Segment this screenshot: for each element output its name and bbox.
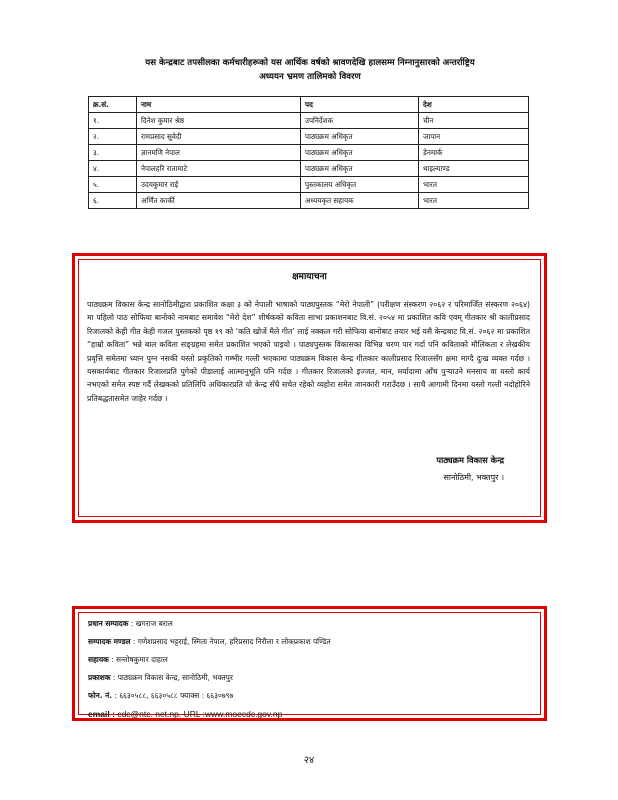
intro-heading — [60, 56, 560, 84]
cell-name: नेपालहरि रातामाटे — [137, 161, 301, 177]
cell-post: उपनिर्देशक — [301, 113, 419, 129]
cell-country: थाइल्याण्ड — [419, 161, 529, 177]
notice-title: क्षमायाचना — [292, 272, 327, 282]
cell-name: अर्णित कार्की — [137, 193, 301, 209]
editorial-board-value: : गणेशप्रसाद भट्टराई, स्मिता नेपाल, हरिप्रसाद निरौला र लोकप्रकाश पण्डित — [132, 637, 331, 646]
cell-country: चीन — [419, 113, 529, 129]
publisher-value: : पाठ्यक्रम विकास केन्द्र, सानोठिमी, भक्तपुर — [112, 673, 233, 682]
cell-serial: १. — [89, 113, 137, 129]
apology-notice-box — [72, 253, 547, 523]
staff-training-table — [88, 96, 529, 209]
editorial-board-line — [88, 633, 534, 651]
phone-line — [88, 687, 534, 705]
cell-country: भारत — [419, 177, 529, 193]
table-header-row — [89, 97, 529, 113]
chief-editor-line — [88, 615, 534, 633]
chief-editor-label: प्रधान सम्पादक — [88, 619, 129, 628]
publisher-line — [88, 669, 534, 687]
cell-serial: ४. — [89, 161, 137, 177]
page-number: २४ — [303, 755, 315, 766]
cell-name: ज्ञानमणि नेपाल — [137, 145, 301, 161]
cell-country: भारत — [419, 193, 529, 209]
table-row — [89, 177, 529, 193]
editorial-board-label: सम्पादक मण्डल — [88, 637, 131, 646]
table-row — [89, 113, 529, 129]
assistant-value: : सन्तोषकुमार दाहाल — [111, 655, 168, 664]
header-name: नाम — [137, 97, 301, 113]
email-value: cdc@ntc. net.np. URL :www.moecdc.gov.np — [117, 709, 283, 719]
cell-post: पाठ्यक्रम अधिकृत — [301, 129, 419, 145]
apology-notice-inner-border — [78, 259, 541, 517]
table-row — [89, 129, 529, 145]
cell-serial: ६. — [89, 193, 137, 209]
notice-signature-address: सानोठिमी, भक्तपुर । — [443, 473, 504, 482]
header-serial: क्र.सं. — [89, 97, 137, 113]
intro-line-2: अध्ययन भ्रमण तालिमको विवरण — [259, 72, 361, 82]
intro-line-1: यस केन्द्रबाट तपसीलका कर्मचारीहरूको यस आर्थिक वर्षको श्रावणदेखि हालसम्म निम्नानुसारको अन्तर्राष्ट्रिय — [145, 58, 475, 68]
table-row — [89, 161, 529, 177]
email-label: email : — [88, 709, 115, 719]
assistant-line — [88, 651, 534, 669]
phone-value: : ६६३०५८८, ६६३०५८८ फ्याक्स : ६६३०७९७ — [114, 691, 234, 700]
cell-post: अध्ययकृत सहायक — [301, 193, 419, 209]
chief-editor-value: : खगराज बराल — [130, 619, 173, 628]
table-row — [89, 193, 529, 209]
cell-serial: ३. — [89, 145, 137, 161]
notice-body: पाठ्यक्रम विकास केन्द्र सानोठिमीद्वारा प्रकाशित कक्षा ३ को नेपाली भाषाको पाठ्यपुस्तक “मेरो नेपाली” (परीक्षण संस्करण २०६२ र परिमार्जित संस्करण २०६४) मा पहिलो पाठ सोफिया बानोको नामबाट समावेश “मेरो देश” शीर्षकको कविता साभा प्रकाशनबाट वि.सं. २०५४ मा प्रकाशित कवि एवम् गीतकार श्री कालीप्रसाद रिजालको केही गीत केही गजल पुस्तकको पृष्ठ १९ को ‘कति खोजें मैले गीत’ लाई नक्कल गरी सोफिया बानोबाट तयार भई यसै केन्द्रबाट वि.सं. २०६२ मा प्रकाशित “हाम्रो कविता” भन्ने बाल कविता सङ्ग्रहमा समेत प्रकाशित भएको पाइयो । पाठ्यपुस्तक विकासका विभिन्न चरण पार गर्दा पनि कविताको मौलिकता र लेखकीय प्रवृत्ति समेतमा ध्यान पुग्न नसकी यस्तो प्रकृतिको गम्भीर गल्ती भएकामा पाठ्यक्रम विकास केन्द्र गीतकार कालीप्रसाद रिजालसँग क्षमा माग्दै दुःख व्यक्त गर्दछ । यसकार्यबाट गीतकार रिजालप्रति पुगेको पीडालाई आत्मानुभूति पनि गर्दछ । गीतकार रिजालको इज्जत, मान, मर्यादामा आँच पुऱ्याउने मनसाय वा यस्तो कार्य नभएको समेत स्पष्ट गर्दै लेखकको प्रतिलिपि अधिकारप्रति यो केन्द्र सँधै सचेत रहेको व्यहोरा समेत जानकारी गराउँदछ । साथै आगामी दिनमा यस्तो गल्ती नदोहोरिने प्रतिबद्धतासमेत जाहेर गर्दछ । — [87, 300, 530, 403]
phone-label: फोन. नं. — [88, 691, 113, 700]
cell-name: दिनेश कुमार श्रेष्ठ — [137, 113, 301, 129]
table-row — [89, 145, 529, 161]
publisher-label: प्रकाशक — [88, 673, 111, 682]
email-line — [88, 705, 534, 723]
publication-info-box — [72, 606, 547, 721]
cell-name: रामप्रसाद सुवेदी — [137, 129, 301, 145]
cell-post: पाठ्यक्रम अधिकृत — [301, 145, 419, 161]
cell-country: डेनमार्क — [419, 145, 529, 161]
cell-country: जापान — [419, 129, 529, 145]
header-post: पद — [301, 97, 419, 113]
publication-info-inner-border — [78, 612, 541, 719]
header-country: देश — [419, 97, 529, 113]
cell-serial: ५. — [89, 177, 137, 193]
cell-post: पाठ्यक्रम अधिकृत — [301, 161, 419, 177]
assistant-label: सहायक — [88, 655, 109, 664]
cell-serial: २. — [89, 129, 137, 145]
cell-post: पुस्तकालय अधिकृत — [301, 177, 419, 193]
cell-name: उदयकुमार राई — [137, 177, 301, 193]
notice-signature-org: पाठ्यक्रम विकास केन्द्र — [436, 455, 504, 465]
